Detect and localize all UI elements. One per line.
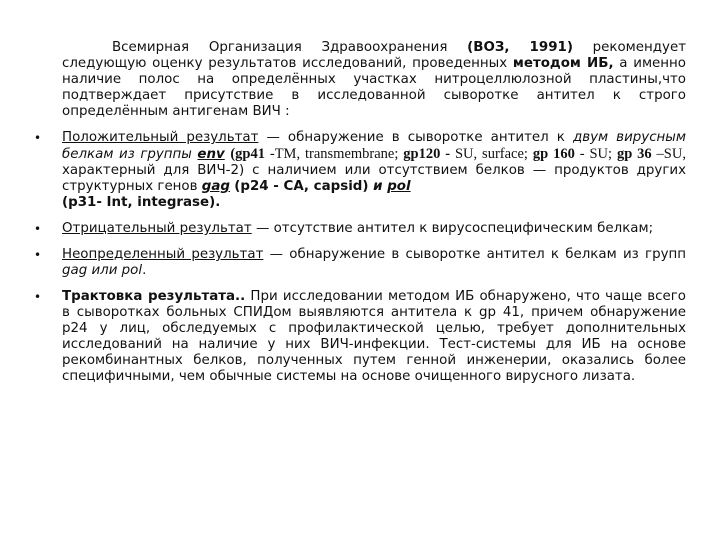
env-phrase: двум вирусным белкам из группы bbox=[62, 130, 686, 162]
list-item-negative bbox=[62, 221, 686, 237]
intro-paragraph bbox=[62, 40, 686, 120]
item-text: . bbox=[142, 263, 147, 278]
negative-result-label: Отрицательный результат bbox=[62, 221, 252, 236]
gp36-term: gp 36 bbox=[616, 146, 652, 162]
document-body bbox=[62, 40, 686, 395]
item-text: характерный для ВИЧ-2) с наличием или отсутствием белков — продуктов других структурных генов bbox=[62, 163, 686, 194]
gp41-term: (gp41 bbox=[230, 146, 265, 162]
env-gene: env bbox=[197, 147, 225, 162]
item-text: — обнаружение в сыворотке антител к белкам из групп bbox=[263, 247, 687, 262]
positive-result-label: Положительный результат bbox=[62, 130, 259, 145]
gene-groups: gag или pol bbox=[62, 263, 143, 278]
interpretation-label: Трактовка результата. bbox=[62, 289, 241, 304]
pol-gene: pol bbox=[387, 179, 411, 194]
pol-proteins: (p31- Int, integrase). bbox=[62, 195, 221, 210]
intro-text: рекомендует следующую оценку результатов исследований, проведенных bbox=[62, 40, 686, 71]
gp160-term: gp 160 bbox=[532, 146, 575, 162]
item-text: — отсутствие антител к вирусоспецифическим белкам; bbox=[251, 221, 654, 236]
intro-text: а именно наличие полос на определённых участках нитроцеллюлозной пластины,что подтверждает присутствие в исследованной сыворотке антител к строго определённым антигенам ВИЧ : bbox=[62, 56, 686, 119]
gp160-desc: - SU; bbox=[574, 146, 617, 162]
item-text: — обнаружение в сыворотке антител к bbox=[258, 130, 573, 145]
gp120-desc: SU, surface; bbox=[450, 146, 533, 162]
gp41-desc: -TM, transmembrane; bbox=[264, 146, 404, 162]
intro-text: Всемирная Организация Здравоохранения bbox=[112, 40, 468, 55]
list-item-positive bbox=[62, 130, 686, 211]
gp36-desc: –SU, bbox=[651, 146, 686, 162]
label-dot: . bbox=[240, 289, 246, 304]
and-word: и bbox=[368, 179, 388, 194]
gp120-term: gp120 - bbox=[403, 146, 451, 162]
who-reference: (ВОЗ, 1991) bbox=[467, 40, 573, 55]
item-text: При исследовании методом ИБ обнаружено, что чаще всего в сыворотках больных СПИДом выявляются антитела к gp 41, причем обнаружение р24 у лиц, обследуемых с профилактической целью, требует дополнительных исследований на наличие у них ВИЧ-инфекции. Тест-системы для ИБ на основе рекомбинантных белков, полученных путем генной инженерии, оказались более специфичными, чем обычные системы на основе очищенного вирусного лизата. bbox=[62, 289, 687, 384]
results-list bbox=[62, 130, 686, 385]
indeterminate-result-label: Неопределенный результат bbox=[62, 247, 264, 262]
method-term: методом ИБ, bbox=[512, 56, 614, 71]
gag-proteins: (p24 - CA, capsid) bbox=[234, 179, 369, 194]
gag-gene: gag bbox=[201, 179, 230, 194]
list-item-indeterminate bbox=[62, 247, 686, 279]
list-item-interpretation bbox=[62, 289, 686, 385]
